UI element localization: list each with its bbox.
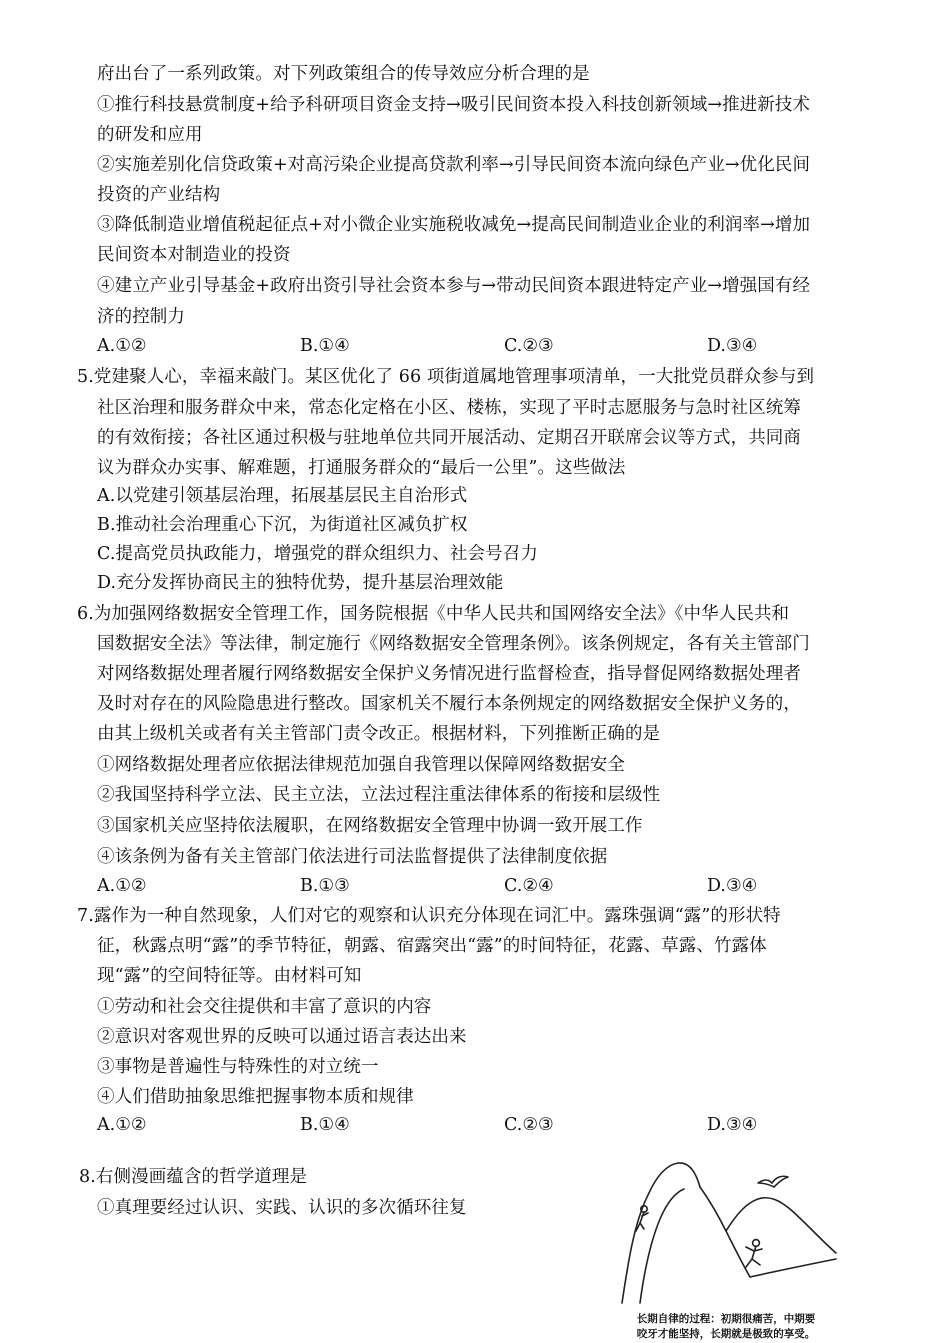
q4-item-1-line-1: ①推行科技悬赏制度+给予科研项目资金支持→吸引民间资本投入科技创新领域→推进新技术 — [97, 95, 811, 115]
comic-mountain-middle — [700, 1187, 750, 1277]
q4-item-1-line-2: 的研发和应用 — [97, 125, 203, 145]
q6-stem-line-1: 6.为加强网络数据安全管理工作，国务院根据《中华人民共和国网络安全法》《中华人民共和 — [77, 604, 790, 624]
q7-option-b: B.①④ — [300, 1115, 350, 1135]
q4-option-c: C.②③ — [504, 336, 554, 356]
q7-item-1: ①劳动和社会交往提供和丰富了意识的内容 — [97, 997, 432, 1017]
q5-stem-line-1: 5.党建聚人心，幸福来敲门。某区优化了 66 项街道属地管理事项清单，一大批党员群众参与到 — [77, 367, 815, 387]
q6-option-b: B.①③ — [300, 876, 350, 896]
q6-item-3: ③国家机关应坚持依法履职，在网络数据安全管理中协调一致开展工作 — [97, 816, 643, 836]
q6-stem-line-3: 对网络数据处理者履行网络数据安全保护义务情况进行监督检查，指导督促网络数据处理者 — [97, 664, 801, 684]
q6-stem-line-4: 及时对存在的风险隐患进行整改。国家机关不履行本条例规定的网络数据安全保护义务的， — [97, 694, 801, 714]
q4-item-3-line-1: ③降低制造业增值税起征点+对小微企业实施税收减免→提高民间制造业企业的利润率→增加 — [97, 215, 811, 235]
q6-item-1: ①网络数据处理者应依据法律规范加强自我管理以保障网络数据安全 — [97, 755, 625, 775]
q6-stem-line-5: 由其上级机关或者有关主管部门责令改正。根据材料，下列推断正确的是 — [97, 724, 661, 744]
q4-option-d: D.③④ — [707, 336, 758, 356]
comic-mountain-right-slope — [750, 1259, 836, 1277]
q6-stem-line-2: 国数据安全法》等法律，制定施行《网络数据安全管理条例》。该条例规定，各有关主管部门 — [97, 634, 810, 654]
q5-choice-d: D.充分发挥协商民主的独特优势，提升基层治理效能 — [97, 573, 504, 593]
q5-choice-b: B.推动社会治理重心下沉，为街道社区减负扩权 — [97, 515, 468, 535]
comic-caption-line-1: 长期自律的过程：初期很痛苦，中期要 — [636, 1313, 816, 1325]
q4-item-4-line-2: 济的控制力 — [97, 307, 185, 327]
q4-option-b: B.①④ — [300, 336, 350, 356]
q4-item-2-line-2: 投资的产业结构 — [97, 185, 221, 205]
comic-caption-line-2: 咬牙才能坚持，长期就是极致的享受。 — [636, 1328, 816, 1340]
q5-stem-line-2: 社区治理和服务群众中来，常态化定格在小区、楼栋，实现了平时志愿服务与急时社区统筹 — [97, 398, 801, 418]
q7-item-3: ③事物是普遍性与特殊性的对立统一 — [97, 1057, 379, 1077]
q5-choice-a: A.以党建引领基层治理，拓展基层民主自治形式 — [97, 486, 468, 506]
q4-stem-tail: 府出台了一系列政策。对下列政策组合的传导效应分析合理的是 — [97, 64, 590, 84]
q4-item-2-line-1: ②实施差别化信贷政策+对高污染企业提高贷款利率→引导民间资本流向绿色产业→优化民间 — [97, 155, 811, 175]
q6-item-2: ②我国坚持科学立法、民主立法，立法过程注重法律体系的衔接和层级性 — [97, 785, 661, 805]
q7-option-a: A.①② — [97, 1115, 147, 1135]
q7-stem-line-2: 征，秋露点明“露”的季节特征，朝露、宿露突出“露”的时间特征，花露、草露、竹露体 — [97, 936, 767, 956]
comic-mountain-left — [622, 1163, 700, 1303]
q5-choice-c: C.提高党员执政能力，增强党的群众组织力、社会号召力 — [97, 544, 538, 564]
q6-option-a: A.①② — [97, 876, 147, 896]
q7-option-c: C.②③ — [504, 1115, 554, 1135]
q7-item-4: ④人们借助抽象思维把握事物本质和规律 — [97, 1087, 414, 1107]
q6-option-c: C.②④ — [504, 876, 554, 896]
q7-stem-line-3: 现“露”的空间特征等。由材料可知 — [97, 966, 362, 986]
q6-item-4: ④该条例为备有关主管部门依法进行司法监督提供了法律制度依据 — [97, 847, 608, 867]
comic-mountain-illustration — [600, 1143, 850, 1308]
q4-item-4-line-1: ④建立产业引导基金+政府出资引导社会资本参与→带动民间资本跟进特定产业→增强国有经 — [97, 276, 811, 296]
q4-item-3-line-2: 民间资本对制造业的投资 — [97, 245, 291, 265]
q7-item-2: ②意识对客观世界的反映可以通过语言表达出来 — [97, 1027, 467, 1047]
comic-bird — [758, 1176, 788, 1187]
q6-option-d: D.③④ — [707, 876, 758, 896]
q5-stem-line-3: 的有效衔接；各社区通过积极与驻地单位共同开展活动、定期召开联席会议等方式，共同商 — [97, 428, 801, 448]
q7-option-d: D.③④ — [707, 1115, 758, 1135]
q8-item-1: ①真理要经过认识、实践、认识的多次循环往复 — [97, 1198, 467, 1218]
comic-mountain-right — [726, 1198, 836, 1253]
q5-stem-line-4: 议为群众办实事、解难题，打通服务群众的“最后一公里”。这些做法 — [97, 458, 626, 478]
q7-stem-line-1: 7.露作为一种自然现象，人们对它的观察和认识充分体现在词汇中。露珠强调“露”的形状特 — [77, 906, 781, 926]
q8-stem: 8.右侧漫画蕴含的哲学道理是 — [79, 1167, 308, 1187]
comic-relaxed-figure — [746, 1240, 762, 1267]
q4-option-a: A.①② — [97, 336, 147, 356]
